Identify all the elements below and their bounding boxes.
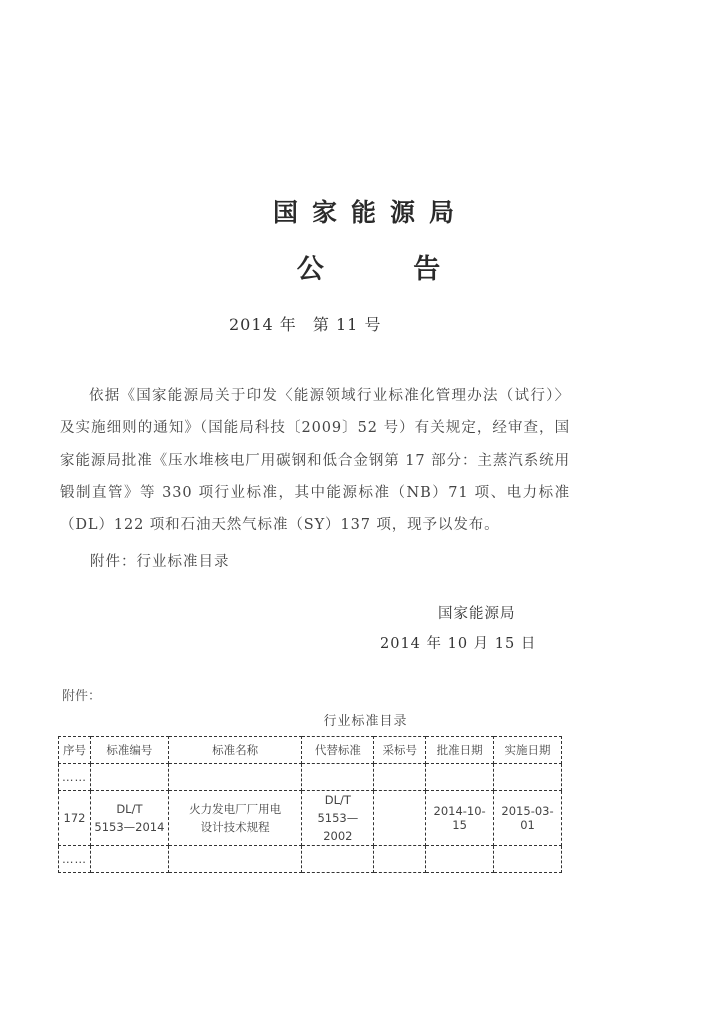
table-row: [59, 791, 562, 846]
notice-heading: 公 告: [296, 254, 481, 285]
notice-body: [60, 380, 570, 541]
code-line1: DL/T: [116, 802, 143, 816]
table-row: [59, 764, 562, 791]
standards-table: [58, 736, 562, 873]
attachment-label: 附件：: [62, 689, 102, 704]
table-header-row: [59, 737, 562, 764]
header-implement: 实施日期: [494, 737, 562, 764]
ellipsis-cell: ……: [59, 846, 91, 873]
replace-line2: 5153—2002: [317, 811, 359, 843]
code-cell: [90, 791, 168, 846]
table-title: 行业标准目录: [323, 714, 408, 729]
replace-line1: DL/T: [324, 793, 351, 807]
attachment-reference: 附件：行业标准目录: [90, 554, 230, 570]
header-name: 标准名称: [168, 737, 302, 764]
signature-agency: 国家能源局: [438, 606, 516, 622]
name-cell: [168, 791, 302, 846]
issue-year: 2014 年: [229, 315, 297, 334]
body-paragraph: 依据《国家能源局关于印发〈能源领域行业标准化管理办法（试行）〉及实施细则的通知》（国能局科技〔2009〕52 号）有关规定，经审查，国家能源局批准《压水堆核电厂用碳钢和低合金钢第 17 部分：主蒸汽系统用锻制直管》等 330 项行业标准，其中能源标准（NB）71 项、电力标准（DL）122 项和石油天然气标准（SY）137 项，现予以发布。: [60, 388, 570, 534]
ellipsis-cell: ……: [59, 764, 91, 791]
implement-cell: 2015-03-01: [494, 791, 562, 846]
header-replace: 代替标准: [302, 737, 374, 764]
signature-date: 2014 年 10 月 15 日: [380, 636, 537, 652]
seq-cell: 172: [59, 791, 91, 846]
issuing-agency: 国家能源局: [272, 198, 468, 227]
header-seq: 序号: [59, 737, 91, 764]
table-row: [59, 846, 562, 873]
name-line1: 火力发电厂厂用电: [189, 802, 282, 816]
adopt-cell: [374, 791, 426, 846]
header-approve: 批准日期: [426, 737, 494, 764]
replace-cell: [302, 791, 374, 846]
code-line2: 5153—2014: [94, 820, 165, 834]
issue-no: 第 11 号: [312, 315, 382, 334]
header-code: 标准编号: [90, 737, 168, 764]
approve-cell: 2014-10-15: [426, 791, 494, 846]
name-line2: 设计技术规程: [200, 820, 270, 834]
header-adopt: 采标号: [374, 737, 426, 764]
issue-number: [229, 312, 391, 335]
